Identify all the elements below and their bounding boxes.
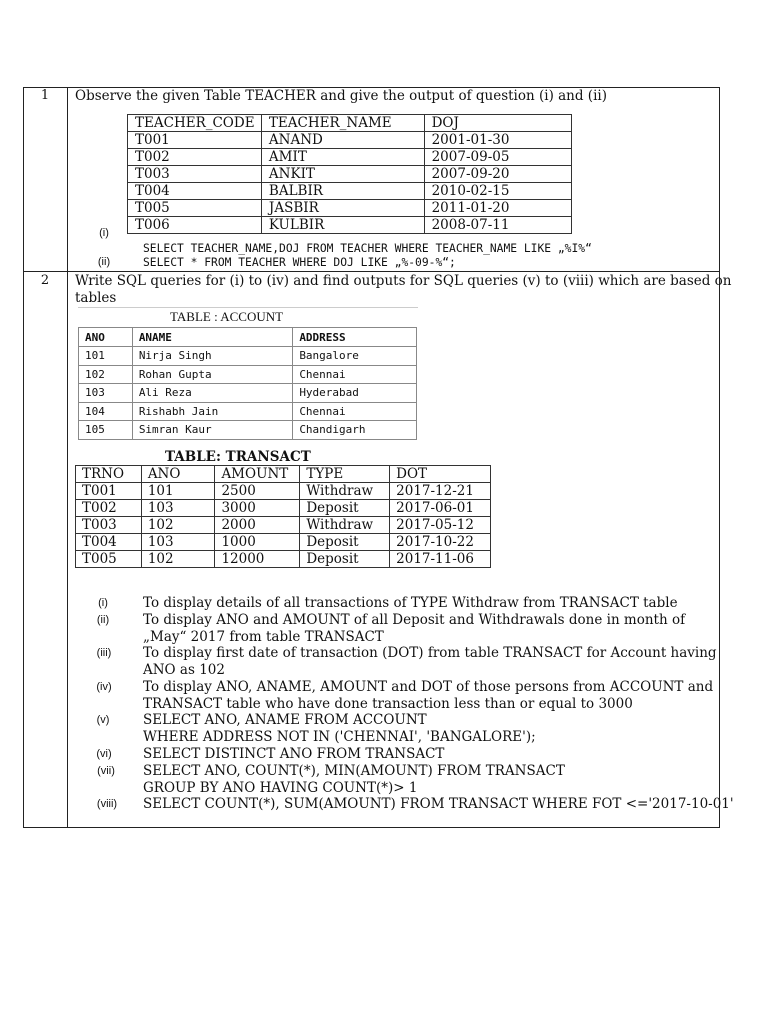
transact-trno: T003	[76, 517, 142, 534]
transact-header-trno: TRNO	[76, 466, 142, 483]
q2-item-iii-line1: To display first date of transaction (DOT) from table TRANSACT for Account having	[143, 645, 717, 661]
teacher-name: JASBIR	[261, 200, 424, 217]
transact-amount: 1000	[215, 534, 300, 551]
q2-item-v-line2: WHERE ADDRESS NOT IN ('CHENNAI', 'BANGALORE');	[143, 729, 536, 745]
transact-amount: 2500	[215, 483, 300, 500]
table-row	[79, 421, 417, 440]
transact-type: Deposit	[300, 500, 390, 517]
account-top-rule	[78, 307, 418, 308]
q2-label-viii: (viii)	[96, 798, 118, 810]
q2-label-v: (v)	[96, 714, 110, 726]
column-divider	[67, 87, 68, 828]
teacher-code: T003	[128, 166, 262, 183]
teacher-doj: 2007-09-05	[424, 149, 571, 166]
transact-header-amount: AMOUNT	[215, 466, 300, 483]
account-address: Chennai	[293, 402, 417, 421]
account-ano: 105	[79, 421, 133, 440]
account-table-caption: TABLE : ACCOUNT	[170, 309, 284, 324]
transact-ano: 103	[141, 534, 215, 551]
transact-table	[75, 465, 491, 568]
table-row	[76, 517, 491, 534]
table-header-row	[76, 466, 491, 483]
account-address: Bangalore	[293, 347, 417, 366]
teacher-name: ANKIT	[261, 166, 424, 183]
transact-dot: 2017-10-22	[390, 534, 491, 551]
q2-item-iv-line1: To display ANO, ANAME, AMOUNT and DOT of those persons from ACCOUNT and	[143, 679, 714, 695]
transact-dot: 2017-11-06	[390, 551, 491, 568]
transact-amount: 3000	[215, 500, 300, 517]
q2-label-i: (i)	[98, 597, 108, 609]
table-row	[128, 166, 572, 183]
table-row	[128, 132, 572, 149]
table-row	[76, 551, 491, 568]
account-address: Hyderabad	[293, 384, 417, 403]
transact-amount: 2000	[215, 517, 300, 534]
table-row	[79, 347, 417, 366]
table-row	[79, 384, 417, 403]
transact-type: Withdraw	[300, 517, 390, 534]
q2-item-vi-line1: SELECT DISTINCT ANO FROM TRANSACT	[143, 746, 445, 762]
teacher-doj: 2007-09-20	[424, 166, 571, 183]
account-aname: Ali Reza	[132, 384, 293, 403]
table-row	[76, 534, 491, 551]
teacher-code: T005	[128, 200, 262, 217]
table-row	[128, 200, 572, 217]
transact-type: Withdraw	[300, 483, 390, 500]
teacher-header-code: TEACHER_CODE	[128, 115, 262, 132]
q2-item-v-line1: SELECT ANO, ANAME FROM ACCOUNT	[143, 712, 427, 728]
q2-item-ii-line2: „May“ 2017 from table TRANSACT	[143, 629, 384, 645]
question-number-1: 1	[40, 88, 50, 103]
row-divider	[23, 271, 720, 272]
transact-header-ano: ANO	[141, 466, 215, 483]
q2-item-vii-line2: GROUP BY ANO HAVING COUNT(*)> 1	[143, 780, 418, 796]
teacher-doj: 2011-01-20	[424, 200, 571, 217]
account-header-aname: ANAME	[132, 328, 293, 347]
teacher-code: T001	[128, 132, 262, 149]
table-header-row	[79, 328, 417, 347]
table-row	[128, 183, 572, 200]
q2-label-iv: (iv)	[96, 681, 112, 693]
account-header-address: ADDRESS	[293, 328, 417, 347]
teacher-name: KULBIR	[261, 217, 424, 234]
table-row	[76, 483, 491, 500]
teacher-name: ANAND	[261, 132, 424, 149]
q1-sql-ii: SELECT * FROM TEACHER WHERE DOJ LIKE „%-09-%“;	[143, 256, 456, 269]
q2-item-viii-line1: SELECT COUNT(*), SUM(AMOUNT) FROM TRANSACT WHERE FOT <='2017-10-01'	[143, 796, 734, 812]
transact-dot: 2017-05-12	[390, 517, 491, 534]
table-row	[79, 365, 417, 384]
q1-sql-i: SELECT TEACHER_NAME,DOJ FROM TEACHER WHERE TEACHER_NAME LIKE „%I%“	[143, 242, 592, 255]
table-row	[76, 500, 491, 517]
teacher-code: T004	[128, 183, 262, 200]
account-aname: Nirja Singh	[132, 347, 293, 366]
question-1-prompt: Observe the given Table TEACHER and give the output of question (i) and (ii)	[75, 88, 607, 104]
teacher-name: AMIT	[261, 149, 424, 166]
transact-trno: T001	[76, 483, 142, 500]
q2-label-vii: (vii)	[97, 765, 115, 777]
account-ano: 104	[79, 402, 133, 421]
transact-trno: T002	[76, 500, 142, 517]
teacher-code: T002	[128, 149, 262, 166]
account-table	[78, 327, 417, 440]
account-ano: 102	[79, 365, 133, 384]
account-ano: 103	[79, 384, 133, 403]
q2-label-ii: (ii)	[96, 614, 110, 626]
transact-trno: T005	[76, 551, 142, 568]
transact-ano: 102	[141, 551, 215, 568]
table-row	[128, 149, 572, 166]
question-2-prompt-line1: Write SQL queries for (i) to (iv) and find outputs for SQL queries (v) to (viii) which are based on	[75, 273, 732, 289]
teacher-doj: 2001-01-30	[424, 132, 571, 149]
transact-ano: 103	[141, 500, 215, 517]
teacher-doj: 2008-07-11	[424, 217, 571, 234]
transact-header-dot: DOT	[390, 466, 491, 483]
transact-ano: 102	[141, 517, 215, 534]
account-header-ano: ANO	[79, 328, 133, 347]
q2-item-iii-line2: ANO as 102	[143, 662, 225, 678]
account-aname: Rohan Gupta	[132, 365, 293, 384]
q2-item-i-line1: To display details of all transactions of TYPE Withdraw from TRANSACT table	[143, 595, 678, 611]
q1-label-ii: (ii)	[97, 256, 111, 268]
account-aname: Simran Kaur	[132, 421, 293, 440]
transact-header-type: TYPE	[300, 466, 390, 483]
teacher-header-name: TEACHER_NAME	[261, 115, 424, 132]
teacher-doj: 2010-02-15	[424, 183, 571, 200]
account-ano: 101	[79, 347, 133, 366]
q2-item-vii-line1: SELECT ANO, COUNT(*), MIN(AMOUNT) FROM TRANSACT	[143, 763, 565, 779]
q2-item-ii-line1: To display ANO and AMOUNT of all Deposit and Withdrawals done in month of	[143, 612, 686, 628]
teacher-code: T006	[128, 217, 262, 234]
teacher-header-doj: DOJ	[424, 115, 571, 132]
teacher-name: BALBIR	[261, 183, 424, 200]
q2-label-iii: (iii)	[96, 647, 112, 659]
table-header-row	[128, 115, 572, 132]
transact-table-caption: TABLE: TRANSACT	[165, 449, 311, 465]
table-row	[79, 402, 417, 421]
transact-ano: 101	[141, 483, 215, 500]
teacher-table	[127, 114, 572, 234]
transact-dot: 2017-12-21	[390, 483, 491, 500]
q2-label-vi: (vi)	[96, 748, 112, 760]
account-address: Chennai	[293, 365, 417, 384]
transact-amount: 12000	[215, 551, 300, 568]
transact-type: Deposit	[300, 551, 390, 568]
account-address: Chandigarh	[293, 421, 417, 440]
q2-item-iv-line2: TRANSACT table who have done transaction less than or equal to 3000	[143, 696, 633, 712]
question-number-2: 2	[40, 273, 50, 288]
transact-dot: 2017-06-01	[390, 500, 491, 517]
transact-trno: T004	[76, 534, 142, 551]
transact-type: Deposit	[300, 534, 390, 551]
table-row	[128, 217, 572, 234]
account-aname: Rishabh Jain	[132, 402, 293, 421]
question-2-prompt-line2: tables	[75, 290, 117, 306]
q1-label-i: (i)	[99, 227, 109, 239]
